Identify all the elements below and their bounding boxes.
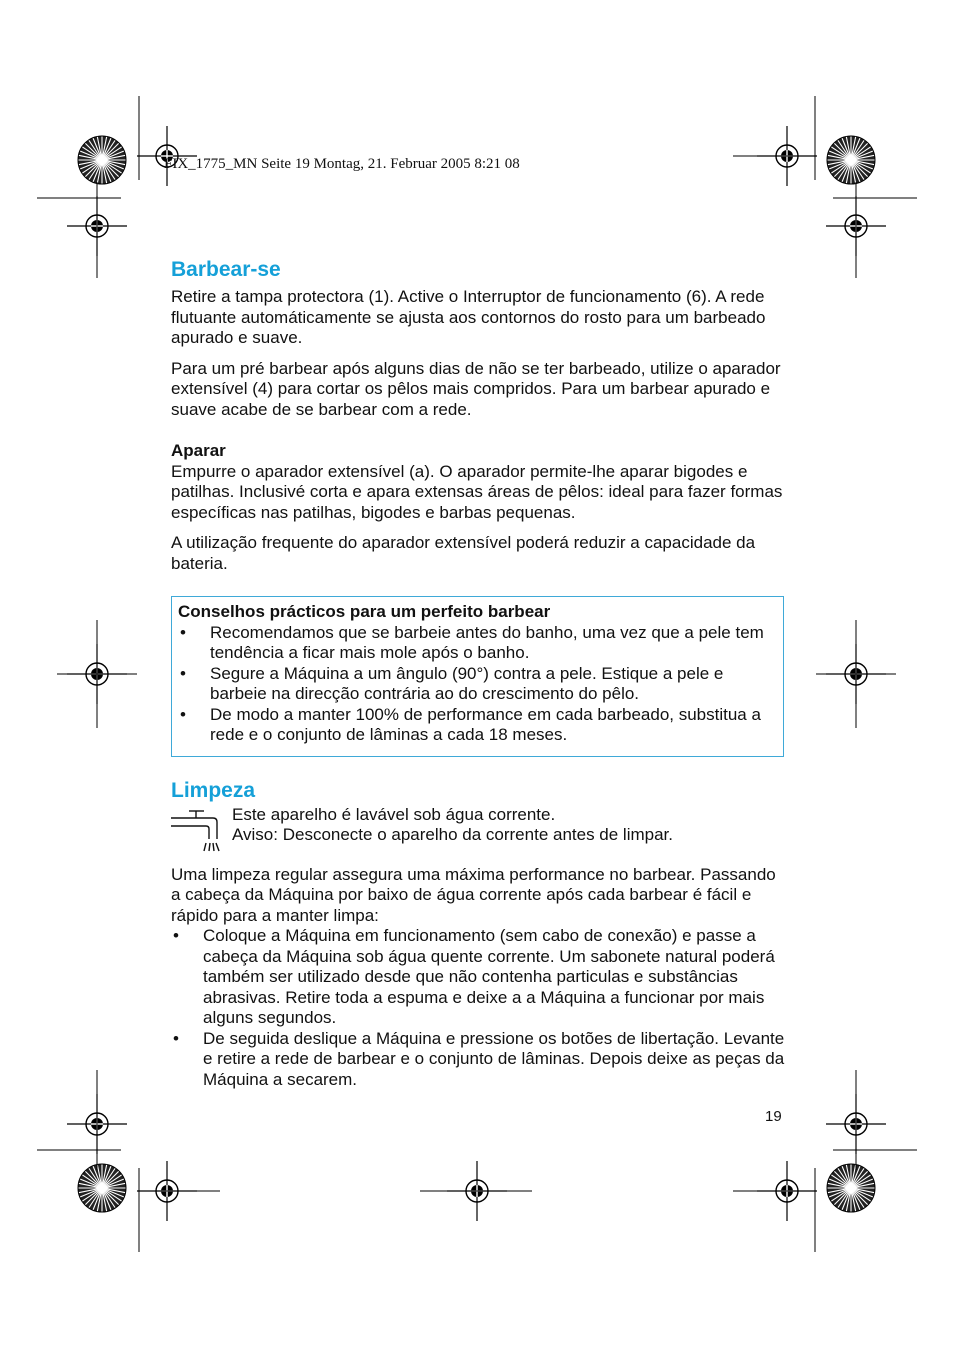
shaving-paragraph-2: Para um pré barbear após alguns dias de não se ter barbeado, utilize o aparador extensível (4) para cortar os pêlos mais compridos. Para um barbear apurado e suave acabe de se barbear com a rede. [171, 358, 781, 419]
cleaning-step-text: De seguida deslique a Máquina e pressione os botões de libertação. Levante e retire a rede de barbear e o conjunto de lâminas. Depois deixe as peças da Máquina a secarem. [203, 1028, 785, 1089]
bullet: • [180, 622, 186, 642]
cleaning-list [171, 926, 786, 1090]
trim-paragraph-1: Empurre o aparador extensível (a). O aparador permite-lhe aparar bigodes e patilhas. Inclusivé corta e apara extensas áreas de pêlos: ideal para fazer formas específicas nas patilhas, bigodes e barbas pequenas. [171, 461, 783, 522]
water-tap-icon [171, 809, 221, 853]
list-item [178, 705, 773, 746]
water-line-2: Aviso: Desconecte o aparelho da corrente antes de limpar. [232, 825, 674, 844]
page-content [171, 256, 786, 1090]
bullet: • [173, 926, 179, 945]
section-title-shaving: Barbear-se [171, 258, 281, 281]
list-item [171, 926, 786, 1029]
water-warning [171, 805, 786, 857]
page-number: 19 [765, 1108, 782, 1125]
list-item [171, 1029, 786, 1091]
tips-title: Conselhos prácticos para um perfeito barbear [178, 602, 551, 621]
tips-box [171, 596, 784, 757]
section-title-cleaning: Limpeza [171, 778, 256, 802]
print-slug: FIX_1775_MN Seite 19 Montag, 21. Februar 2005 8:21 08 [164, 156, 520, 172]
water-line-1: Este aparelho é lavável sob água corrente. [232, 804, 556, 824]
bullet: • [173, 1028, 179, 1048]
bullet: • [180, 663, 186, 683]
cleaning-paragraph: Uma limpeza regular assegura uma máxima performance no barbear. Passando a cabeça da Máquina por baixo de água corrente após cada barbear é fácil e rápido para a manter limpa: [171, 864, 776, 925]
tip-text: De modo a manter 100% de performance em cada barbeado, substitua a rede e o conjunto de lâminas a cada 18 meses. [210, 704, 761, 744]
trim-subtitle: Aparar [171, 441, 226, 460]
tips-list [178, 623, 773, 746]
list-item [178, 664, 773, 705]
list-item [178, 623, 773, 664]
tip-text: Recomendamos que se barbeie antes do banho, uma vez que a pele tem tendência a ficar mais mole após o banho. [210, 622, 764, 662]
shaving-paragraph-1: Retire a tampa protectora (1). Active o Interruptor de funcionamento (6). A rede flutuante automáticamente se ajusta aos contornos do rosto para um barbeado apurado e suave. [171, 287, 766, 347]
tip-text: Segure a Máquina a um ângulo (90°) contra a pele. Estique a pele e barbeie na direcção contrária ao do crescimento do pêlo. [210, 663, 724, 703]
trim-paragraph-2: A utilização frequente do aparador extensível poderá reduzir a capacidade da bateria. [171, 533, 756, 573]
bullet: • [180, 704, 186, 724]
cleaning-step-text: Coloque a Máquina em funcionamento (sem cabo de conexão) e passe a cabeça da Máquina sob água quente corrente. Um sabonete natural poderá também ser utilizado desde que não contenha particulas e substâncias abrasivas. Retire toda a espuma e deixe a a Máquina a funcionar por mais alguns segundos. [203, 926, 775, 1027]
